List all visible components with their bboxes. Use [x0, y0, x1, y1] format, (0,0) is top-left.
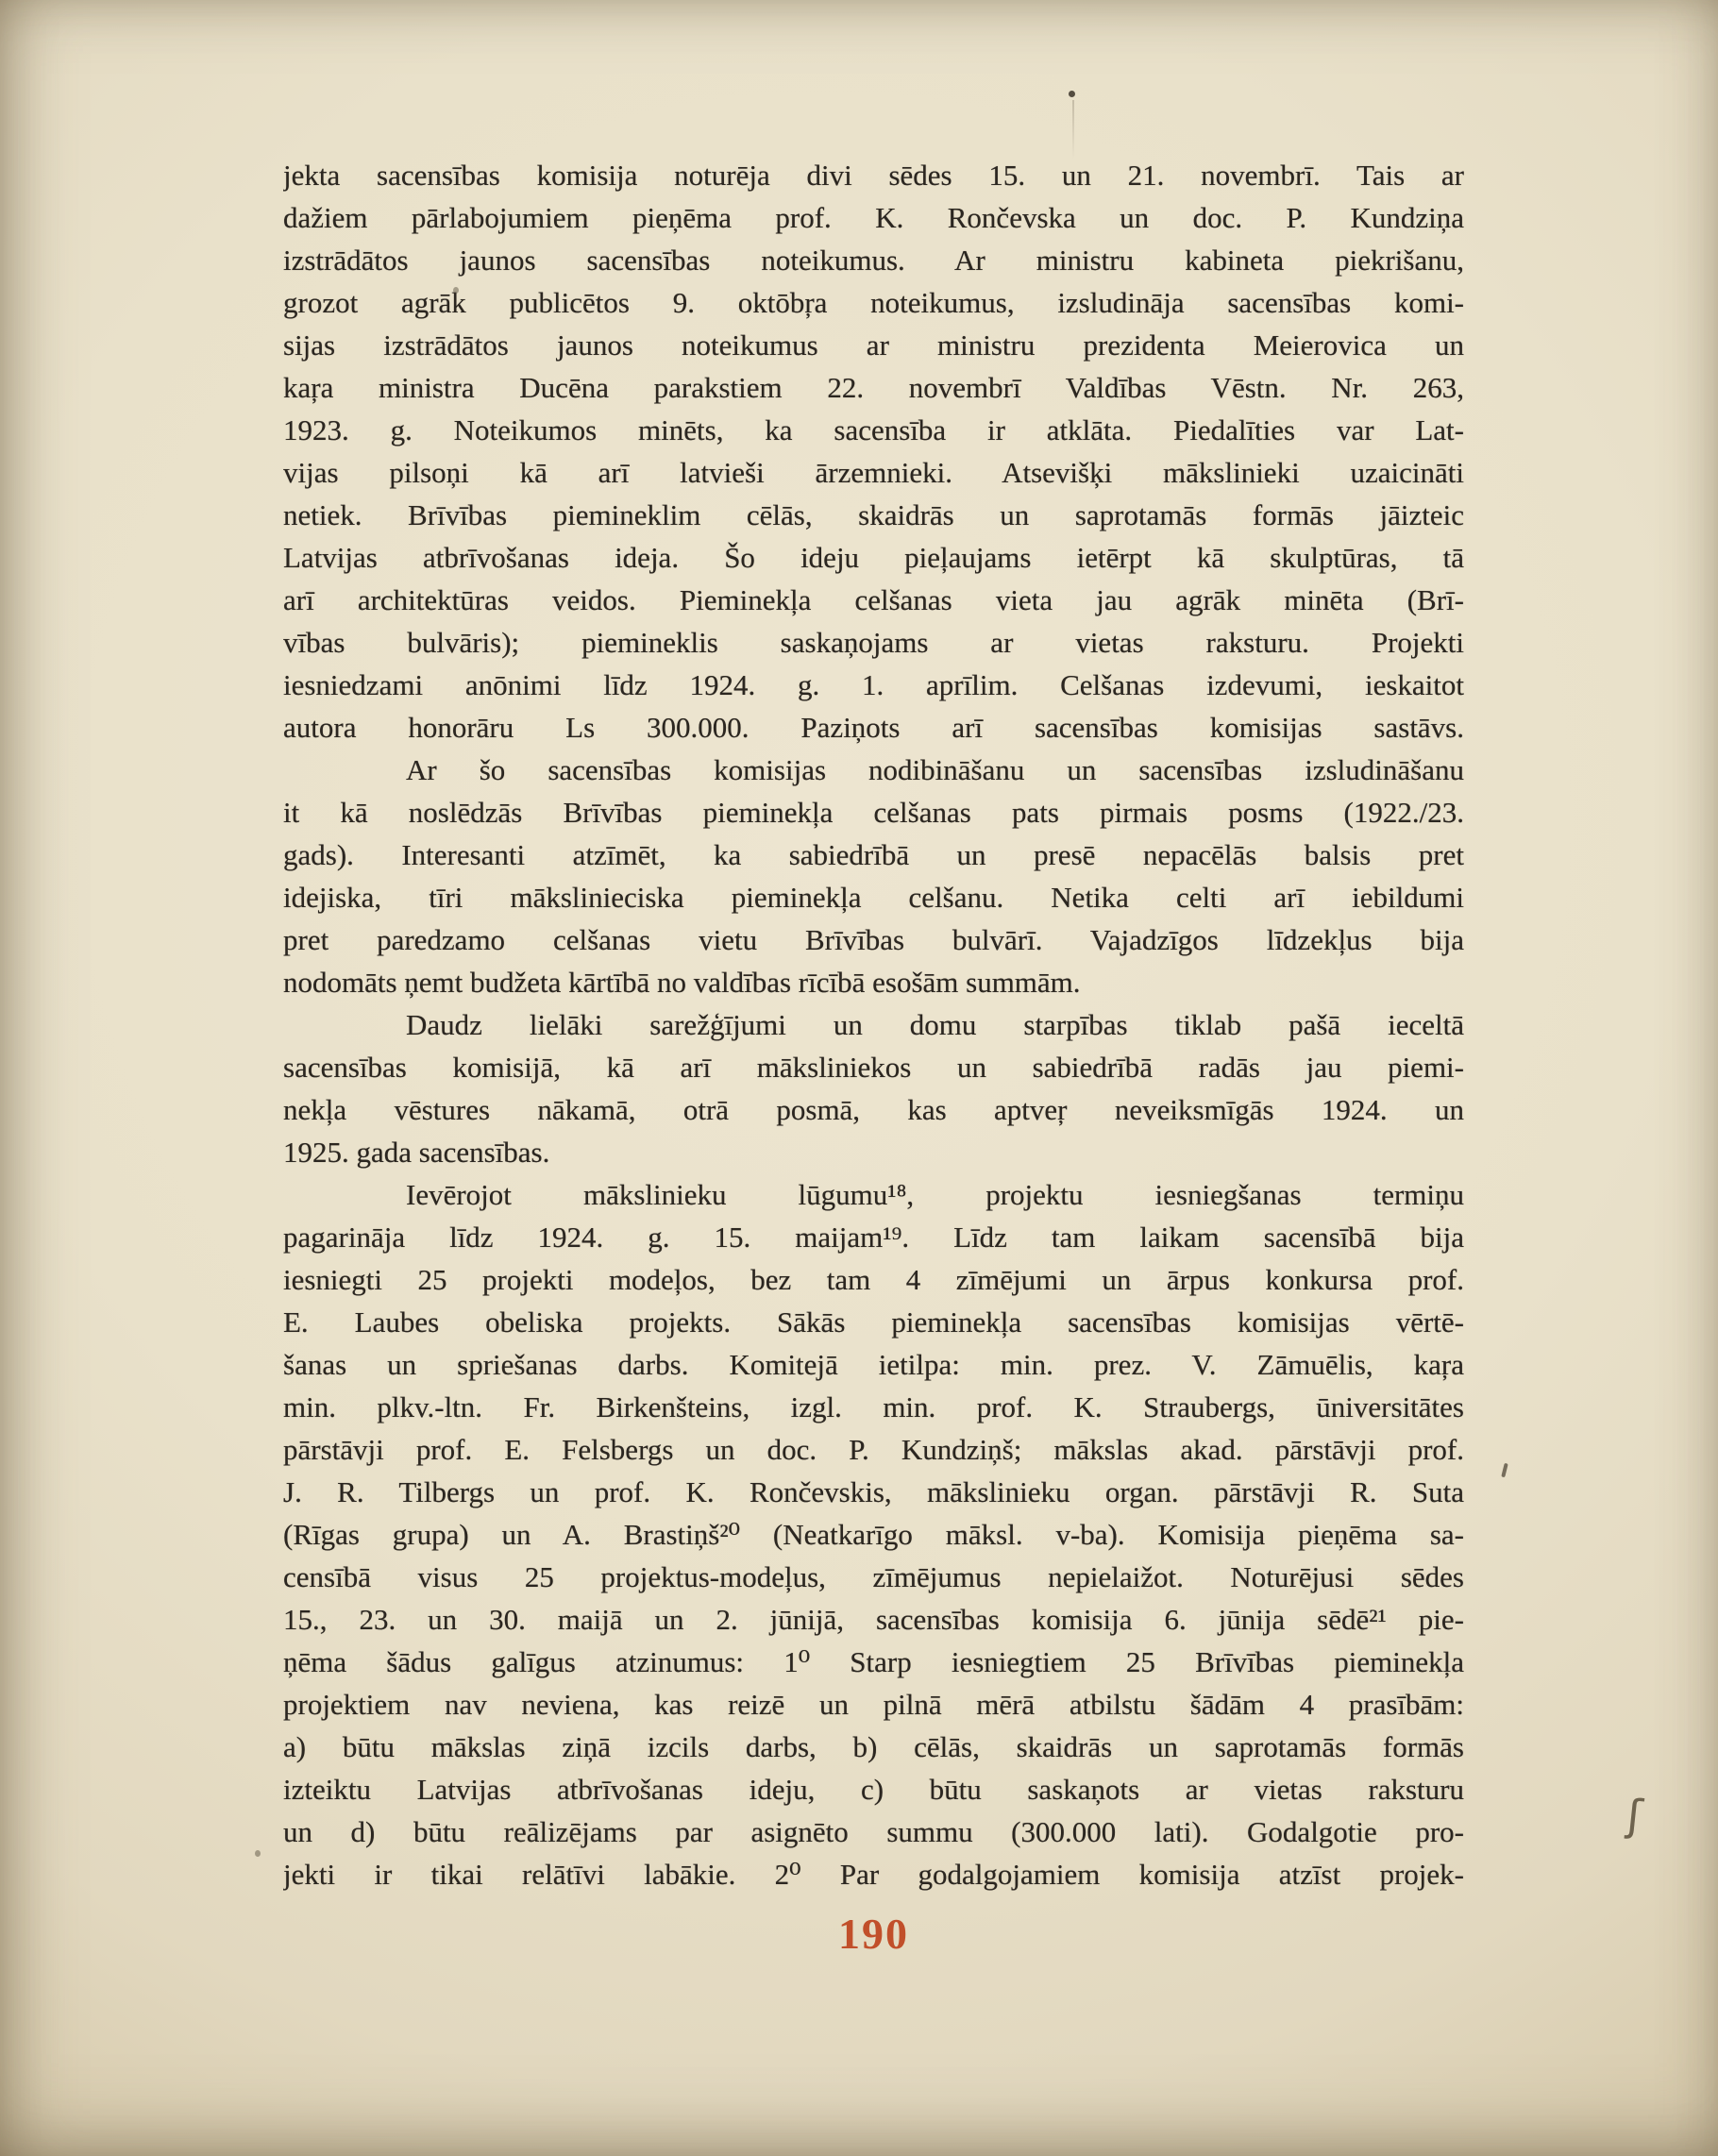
text-line: vības bulvāris); piemineklis saskaņojams ar vietas raksturu. Projekti: [283, 626, 1464, 659]
text-line: ņēma šādus galīgus atzinumus: 1⁰ Starp iesniegtiem 25 Brīvības pieminekļa: [283, 1645, 1464, 1678]
text-line: gads). Interesanti atzīmēt, ka sabiedrībā un presē nepacēlās balsis pret: [283, 838, 1464, 871]
text-block: [283, 154, 1464, 1895]
text-line: it kā noslēdzās Brīvības pieminekļa celšanas pats pirmais posms (1922./23.: [283, 796, 1464, 829]
text-line: iesniegti 25 projekti modeļos, bez tam 4 zīmējumi un ārpus konkursa prof.: [283, 1263, 1464, 1296]
text-line: a) būtu mākslas ziņā izcils darbs, b) cēlās, skaidrās un saprotamās formās: [283, 1730, 1464, 1763]
text-line: 1923. g. Noteikumos minēts, ka sacensība ir atklāta. Piedalīties var Lat-: [283, 413, 1464, 446]
text-line: iesniedzami anōnimi līdz 1924. g. 1. aprīlim. Celšanas izdevumi, ieskaitot: [283, 668, 1464, 701]
text-line: jekta sacensības komisija noturēja divi sēdes 15. un 21. novembrī. Tais ar: [283, 159, 1464, 192]
text-line: (Rīgas grupa) un A. Brastiņš²⁰ (Neatkarīgo māksl. v-ba). Komisija pieņēma sa-: [283, 1518, 1464, 1551]
text-line: nekļa vēstures nākamā, otrā posmā, kas aptveŗ neveiksmīgās 1924. un: [283, 1093, 1464, 1126]
text-line: J. R. Tilbergs un prof. K. Rončevskis, mākslinieku organ. pārstāvji R. Suta: [283, 1475, 1464, 1508]
text-line: Ievērojot mākslinieku lūgumu¹⁸, projektu iesniegšanas termiņu: [406, 1178, 1464, 1211]
text-line: pārstāvji prof. E. Felsbergs un doc. P. Kundziņš; mākslas akad. pārstāvji prof.: [283, 1433, 1464, 1466]
text-line: arī architektūras veidos. Pieminekļa celšanas vieta jau agrāk minēta (Brī-: [283, 583, 1464, 616]
page-number: 190: [838, 1910, 909, 1958]
text-line: jekti ir tikai relātīvi labākie. 2⁰ Par godalgojamiem komisija atzīst projek-: [283, 1858, 1464, 1891]
ink-speck: [453, 287, 459, 294]
text-line: 15., 23. un 30. maijā un 2. jūnijā, sacensības komisija 6. jūnija sēdē²¹ pie-: [283, 1603, 1464, 1636]
text-line: min. plkv.-ltn. Fr. Birkenšteins, izgl. min. prof. K. Straubergs, ūniversitātes: [283, 1390, 1464, 1423]
text-line: sijas izstrādātos jaunos noteikumus ar ministru prezidenta Meierovica un: [283, 328, 1464, 362]
text-line: dažiem pārlabojumiem pieņēma prof. K. Rončevska un doc. P. Kundziņa: [283, 201, 1464, 234]
text-line: pret paredzamo celšanas vietu Brīvības bulvārī. Vajadzīgos līdzekļus bija: [283, 923, 1464, 956]
text-line: vijas pilsoņi kā arī latvieši ārzemnieki. Atsevišķi mākslinieki uzaicināti: [283, 456, 1464, 489]
text-line: idejiska, tīri mākslinieciska pieminekļa celšanu. Netika celti arī iebildumi: [283, 881, 1464, 914]
text-line: izteiktu Latvijas atbrīvošanas ideju, c) būtu saskaņots ar vietas raksturu: [283, 1773, 1464, 1806]
text-line: sacensības komisijā, kā arī māksliniekos un sabiedrībā radās jau piemi-: [283, 1051, 1464, 1084]
ink-dot: [1069, 91, 1075, 97]
text-line: Ar šo sacensības komisijas nodibināšanu un sacensības izsludināšanu: [406, 753, 1464, 786]
ink-smear: [1072, 100, 1074, 159]
text-line: Latvijas atbrīvošanas ideja. Šo ideju pieļaujams ietērpt kā skulptūras, tā: [283, 541, 1464, 574]
text-line: projektiem nav neviena, kas reizē un pilnā mērā atbilstu šādām 4 prasībām:: [283, 1688, 1464, 1721]
ink-tick: [1501, 1463, 1508, 1478]
text-line: censībā visus 25 projektus-modeļus, zīmējumus nepielaižot. Noturējusi sēdes: [283, 1560, 1464, 1593]
ink-speck: [255, 1850, 261, 1857]
text-line: E. Laubes obeliska projekts. Sākās pieminekļa sacensības komisijas vērtē-: [283, 1305, 1464, 1339]
text-line: netiek. Brīvības piemineklim cēlās, skaidrās un saprotamās formās jāizteic: [283, 498, 1464, 531]
text-line: nodomāts ņemt budžeta kārtībā no valdības rīcībā esošām summām.: [283, 966, 1081, 999]
text-line: autora honorāru Ls 300.000. Paziņots arī sacensības komisijas sastāvs.: [283, 711, 1464, 744]
text-line: un d) būtu reālizējams par asignēto summu (300.000 lati). Godalgotie pro-: [283, 1815, 1464, 1848]
text-line: izstrādātos jaunos sacensības noteikumus. Ar ministru kabineta piekrišanu,: [283, 244, 1464, 277]
text-line: pagarināja līdz 1924. g. 15. maijam¹⁹. Līdz tam laikam sacensībā bija: [283, 1221, 1464, 1254]
text-line: grozot agrāk publicētos 9. oktōbŗa noteikumus, izsludināja sacensības komi-: [283, 286, 1464, 319]
text-line: Daudz lielāki sarežģījumi un domu starpības tiklab pašā ieceltā: [406, 1008, 1464, 1041]
text-line: šanas un spriešanas darbs. Komitejā ietilpa: min. prez. V. Zāmuēlis, kaŗa: [283, 1348, 1464, 1381]
text-line: 1925. gada sacensības.: [283, 1136, 550, 1169]
pen-squiggle: ʃ: [1625, 1789, 1645, 1842]
text-line: kaŗa ministra Ducēna parakstiem 22. novembrī Valdības Vēstn. Nr. 263,: [283, 371, 1464, 404]
